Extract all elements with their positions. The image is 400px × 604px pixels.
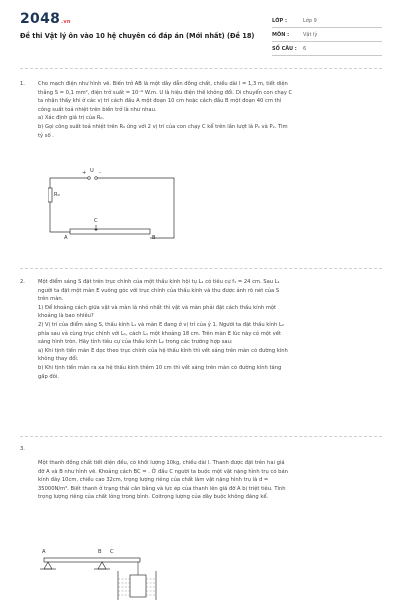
- lever-diagram: [30, 545, 160, 600]
- brand-logo[interactable]: 2048.vn: [20, 11, 71, 27]
- question-body: [38, 80, 380, 140]
- point-c-label: C: [110, 549, 114, 555]
- question-line: trên màn.: [38, 296, 64, 303]
- end-b-label: B: [152, 235, 156, 241]
- question-number: 3.: [20, 446, 25, 452]
- question-line: 35000N/m³. Biết thanh ở trạng thái cân bằng và lực ép của thanh lên giá đỡ A bị triệt tiêu. Tính: [38, 485, 286, 492]
- voltage-label: U: [90, 168, 94, 174]
- page-title: Đề thi Vật lý ôn vào 10 hệ chuyên có đáp án (Mới nhất) (Đề 18): [20, 32, 255, 40]
- end-a-label: A: [64, 235, 68, 241]
- meta-key: SỐ CÂU :: [272, 46, 297, 52]
- question-line: phía sau và cùng trục chính với L₁, cách L₁ một khoảng 18 cm. Trên màn E lúc này có một vết: [38, 330, 281, 337]
- divider: [20, 68, 382, 69]
- lever-svg: [30, 545, 160, 600]
- question-line: đỡ A và B như hình vẽ. Khoảng cách BC = . Ở đầu C người ta buộc một vật nặng hình trụ có bán: [38, 468, 288, 475]
- question-line: b) Gọi công suất toả nhiệt trên R₀ ứng với 2 vị trí của con chạy C kể trên lần lượt là P₁ và P₂. Tìm: [38, 123, 288, 130]
- question-line: Cho mạch điện như hình vẽ. Biến trở AB là một dây dẫn đồng chất, chiều dài l = 1,3 m, tiết diện: [38, 81, 288, 87]
- question-body: [38, 278, 380, 381]
- question-line: thẳng S = 0,1 mm², điện trở suất = 10⁻⁶ W.m. U là hiệu điện thế không đổi. Di chuyển con chạy C: [38, 89, 293, 96]
- question-line: người ta đặt một màn E vuông góc với trục chính của thấu kính và thu được ảnh rõ nét của S: [38, 287, 280, 294]
- divider: [20, 268, 382, 269]
- meta-info: [272, 16, 382, 58]
- question-line: Một điểm sáng S đặt trên trục chính của một thấu kính hội tụ L₁ có tiêu cự f₁ = 24 cm. Sau L₁: [38, 279, 280, 285]
- meta-row-count: [272, 44, 382, 56]
- question-line: gấp đôi.: [38, 373, 59, 380]
- support-a-label: A: [42, 549, 46, 555]
- question-line: Một thanh đồng chất tiết diện đều, có khối lượng 10kg, chiều dài l. Thanh được đặt trên hai giá: [38, 460, 285, 466]
- slider-c-label: C: [94, 218, 98, 224]
- meta-key: MÔN :: [272, 32, 290, 38]
- question-number: 2.: [20, 279, 25, 285]
- meta-row-class: [272, 16, 382, 28]
- meta-key: LỚP :: [272, 18, 287, 24]
- meta-value: Lớp 9: [303, 18, 317, 24]
- question-line: khoảng là bao nhiêu?: [38, 313, 94, 320]
- question-line: 2) Vị trí của điểm sáng S, thấu kính L₁ và màn E đang ở vị trí của ý 1. Người ta đặt thấu kính L₂: [38, 321, 284, 328]
- question-line: ta nhận thấy khi ở các vị trí cách đầu A một đoạn 10 cm hoặc cách đầu B một đoạn 40 cm thì: [38, 98, 282, 105]
- page-header: [20, 8, 382, 56]
- meta-value: 6: [303, 46, 307, 52]
- resistor-label: R₀: [54, 192, 60, 198]
- meta-row-subject: [272, 30, 382, 42]
- divider: [20, 436, 382, 437]
- question-line: không thay đổi.: [38, 356, 79, 363]
- meta-value: Vật lý: [303, 32, 318, 38]
- question-line: b) Khi tịnh tiến màn ra xa hệ thấu kính thêm 10 cm thì vết sáng trên màn có đường kính tăng: [38, 364, 282, 371]
- circuit-diagram: [48, 168, 178, 250]
- question-line: trọng lượng riêng của chất lỏng trong bình. Coitrọng lượng của dây buộc không đáng kể.: [38, 494, 269, 501]
- support-b-label: B: [98, 549, 102, 555]
- question-number: 1.: [20, 81, 25, 87]
- question-line: a) Khi tịnh tiến màn E dọc theo trục chính của hệ thấu kính thì vết sáng trên màn có đường kính: [38, 347, 288, 354]
- question-line: tỷ số .: [38, 132, 54, 139]
- question-line: sáng hình tròn. Hãy tính tiêu cự của thấu kính L₂ trong các trường hợp sau:: [38, 339, 233, 346]
- plus-label: +: [82, 170, 87, 176]
- question-line: a) Xác định giá trị của R₀.: [38, 115, 105, 122]
- question-line: 1) Để khoảng cách giữa vật và màn là nhỏ nhất thì vật và màn phải đặt cách thấu kính một: [38, 304, 277, 311]
- minus-label: -: [99, 170, 101, 176]
- question-line: kính đáy 10cm, chiều cao 32cm, trọng lượng riêng của chất làm vật nặng hình trụ là d =: [38, 477, 269, 484]
- question-line: công suất toả nhiệt trên biến trở là như nhau.: [38, 106, 157, 113]
- question-body: [38, 459, 380, 502]
